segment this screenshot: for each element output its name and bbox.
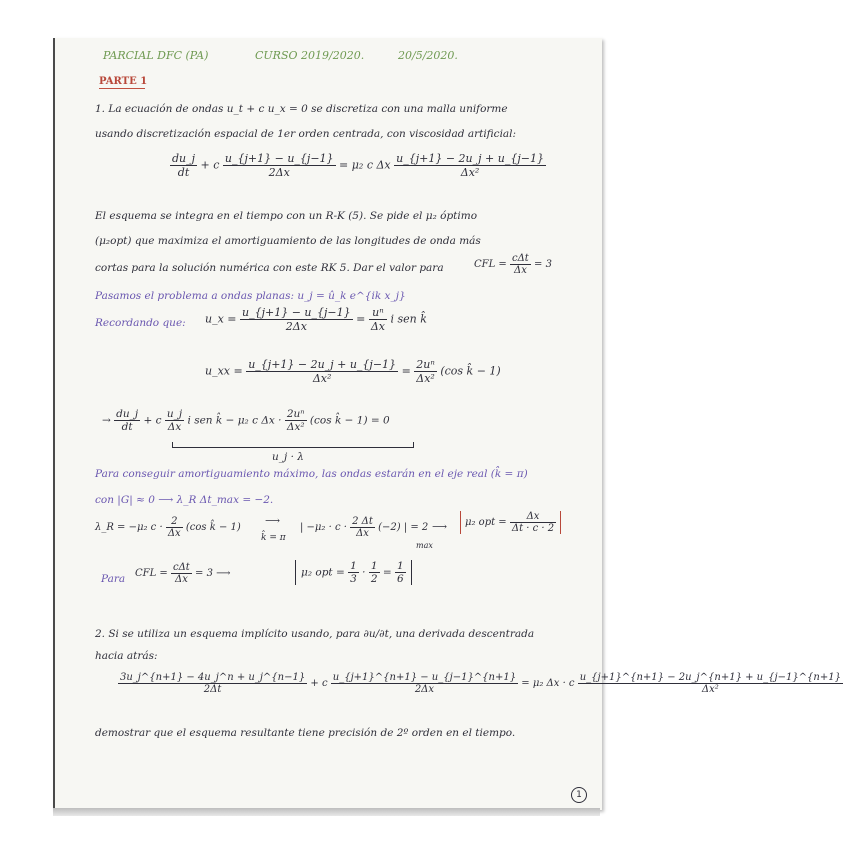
time-derivative: $\frac{du\_j}{dt}$ (172, 152, 196, 179)
para-cfl-label: Para (101, 573, 126, 585)
q2-statement-line2: hacia atrás: (95, 650, 158, 662)
underbrace (172, 442, 414, 448)
part-label: PARTE 1 (99, 76, 148, 87)
uxx-relation: u_xx = $\frac{u\_\{j+1\} - 2u\_j + u\_\{j-1\}}{\text{Δx²}}$ = $\frac{\text{2uⁿ}}{\text{Δx²}}$ (cos k̂ − 1) (205, 358, 501, 385)
q2-conclusion: demostrar que el esquema resultante tiene precisión de 2º orden en el tiempo. (95, 727, 516, 739)
plane-wave-statement: Pasamos el problema a ondas planas: u_j = û_k e^{ik x_j} (95, 290, 406, 302)
page-shadow (53, 808, 600, 816)
q1-text-line2: (μ₂opt) que maximiza el amortiguamiento de las longitudes de onda más (95, 235, 481, 247)
mu-opt-general: μ₂ opt = $\frac{\Delta x}{\Delta t \cdot c \cdot 2}$ (460, 511, 561, 534)
arrow-to-mu: ⟶ (432, 521, 448, 533)
q1-statement-line1: 1. La ecuación de ondas u_t + c u_x = 0 se discretiza con una malla uniforme (95, 103, 508, 115)
recordando-label: Recordando que: (95, 317, 186, 329)
mu-opt-result: μ₂ opt = $\frac{1}{3}$ · $\frac{1}{2}$ = $\frac{1}{6}$ (295, 560, 412, 585)
page-number: 1 (571, 787, 587, 803)
q1-text-line1: El esquema se integra en el tiempo con un R-K (5). Se pide el μ₂ óptimo (95, 210, 478, 222)
equation-semidiscrete: $\frac{du\_j}{dt}$ + c $\frac{u\_\{j+1\} - u\_\{j-1\}}{2\Delta x}$ = μ₂ c Δx $\frac{u\_\{j+1\} - 2u\_j + u\_\{j-1\}}{\text{Δx²}}$ (172, 152, 544, 179)
q1-text-line3: cortas para la solución numérica con este RK 5. Dar el valor para (95, 262, 444, 274)
implicit-scheme-equation: $\frac{3u\_j\^{}\{n+1\} - 4u\_j\^{}n + u\_j\^{}\{n-1\}}{2\Delta t}$ + c $\frac{u\_\{j+1\}\^{}\{n+1\} - u\_\{j-1\}\^{}\{n+1\}}{2\Delta x}$ = μ₂ Δx · c $\frac{u\_\{j+1\}\^{}\{n+1\} - 2u\_j\^{}\{n+1\} + u\_\{j-1\}\^{}\{n+1\}}{\text{Δx²}}$ (120, 672, 841, 695)
arrow-to-kpi: ⟶ (265, 515, 281, 527)
artificial-viscosity-term: $\frac{u\_\{j+1\} - 2u\_j + u\_\{j-1\}}{\text{Δx²}}$ (396, 152, 544, 179)
damping-line1: Para conseguir amortiguamiento máximo, las ondas estarán en el eje real (k̂ = π) (95, 468, 528, 480)
part-underline (99, 88, 145, 89)
q1-statement-line2: usando discretización espacial de 1er orden centrada, con viscosidad artificial: (95, 128, 517, 140)
ux-relation: u_x = $\frac{u\_\{j+1\} - u\_\{j-1\}}{2\Delta x}$ = $\frac{\text{uⁿ}}{\Delta x}$ i sen k̂ (205, 306, 427, 333)
course-year: CURSO 2019/2020. (255, 49, 365, 62)
lambda-real: λ_R = −μ₂ c · $\frac{2}{\Delta x}$ (cos k̂ − 1) (95, 516, 241, 539)
fourier-equation: → $\frac{du\_j}{dt}$ + c $\frac{u\_j}{\Delta x}$ i sen k̂ − μ₂ c Δx · $\frac{\text{2uⁿ}}{\text{Δx²}}$ (cos k̂ − 1) = 0 (102, 408, 390, 433)
exam-title: PARCIAL DFC (PA) (103, 49, 209, 62)
cfl-value-eq: CFL = $\frac{\text{cΔt}}{\Delta x}$ = 3 ⟶ (135, 562, 231, 585)
abs-condition: | −μ₂ · c · $\frac{2 \Delta t}{\Delta x}$ (−2) | = 2 (300, 516, 429, 539)
brace-label: u_j · λ (272, 451, 304, 463)
exam-date: 20/5/2020. (398, 49, 458, 62)
max-subscript: max (416, 541, 433, 550)
q2-statement-line1: 2. Si se utiliza un esquema implícito usando, para ∂u/∂t, una derivada descentrada (95, 628, 535, 640)
cfl-condition: CFL = $\frac{\text{cΔt}}{\Delta x}$ = 3 (474, 253, 552, 276)
centered-difference: $\frac{u\_\{j+1\} - u\_\{j-1\}}{2\Delta x}$ (224, 152, 334, 179)
k-pi-label: k̂ = π (261, 533, 286, 543)
damping-line2: con |G| ≈ 0 ⟶ λ_R Δt_max = −2. (95, 494, 274, 506)
